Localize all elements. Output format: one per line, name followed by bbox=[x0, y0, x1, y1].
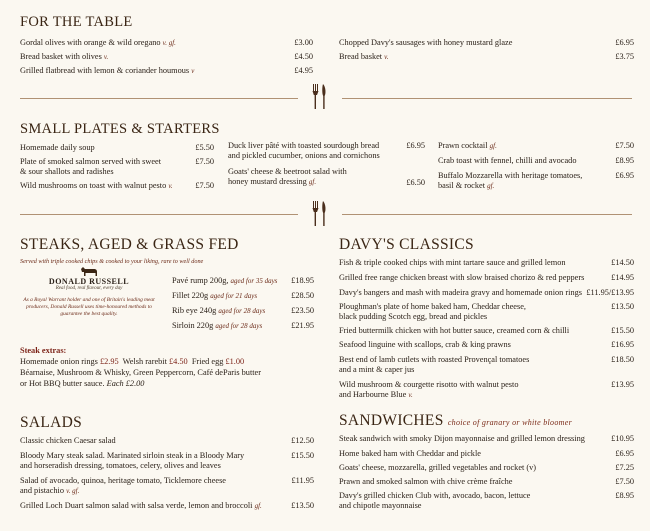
menu-item: Grilled flatbread with lemon & coriander houmous v bbox=[20, 66, 195, 75]
cutlery-icon bbox=[305, 82, 335, 110]
menu-item: Chopped Davy's sausages with honey mustard glaze bbox=[339, 38, 513, 47]
steak-item: Rib eye 240g aged for 28 days bbox=[172, 306, 266, 315]
menu-item: Crab toast with fennel, chilli and avocado bbox=[438, 156, 577, 165]
logo-name: DONALD RUSSELL bbox=[48, 277, 130, 286]
item-price: £6.95 bbox=[406, 141, 425, 150]
item-price: £21.95 bbox=[291, 321, 314, 330]
item-price: £3.75 bbox=[615, 52, 634, 61]
item-price: £13.50 bbox=[611, 302, 634, 311]
menu-item: Classic chicken Caesar salad bbox=[20, 436, 116, 445]
steak-item: Fillet 220g aged for 21 days bbox=[172, 291, 258, 300]
item-price: £6.95 bbox=[615, 171, 634, 180]
menu-item: Bread basket with olives v. bbox=[20, 52, 109, 61]
menu-item: Goats' cheese, mozzarella, grilled vegetables and rocket (v) bbox=[339, 463, 537, 472]
item-price: £28.50 bbox=[291, 291, 314, 300]
steak-extras-line: Béarnaise, Mushroom & Whisky, Green Peppercorn, Café deParis butter bbox=[20, 368, 262, 377]
item-price: £13.50 bbox=[291, 501, 314, 510]
menu-item: Prawn cocktail gf. bbox=[438, 141, 497, 150]
item-price: £4.95 bbox=[294, 66, 313, 75]
item-price: £16.95 bbox=[611, 340, 634, 349]
menu-item: Steak sandwich with smoky Dijon mayonnaise and grilled lemon dressing bbox=[339, 434, 585, 443]
item-price: £11.95/£13.95 bbox=[586, 288, 634, 297]
item-price: £8.95 bbox=[615, 491, 634, 500]
menu-item: Fried buttermilk chicken with hot butter sauce, creamed corn & chilli bbox=[339, 326, 570, 335]
menu-item: Davy's grilled chicken Club with, avocado, bacon, lettuce and chipotle mayonnaise bbox=[339, 491, 531, 511]
section-title-small-plates: SMALL PLATES & STARTERS bbox=[20, 121, 220, 137]
menu-item: Bread basket v. bbox=[339, 52, 389, 61]
item-price: £18.95 bbox=[291, 276, 314, 285]
menu-item: Salad of avocado, quinoa, heritage tomato, Ticklemore cheese and pistachio v. gf. bbox=[20, 476, 226, 496]
menu-item: Grilled Loch Duart salmon salad with salsa verde, lemon and broccoli gf. bbox=[20, 501, 262, 510]
item-price: £3.00 bbox=[294, 38, 313, 47]
menu-item: Goats' cheese & beetroot salad with honey mustard dressing gf. bbox=[228, 167, 347, 187]
menu-item: Duck liver pâté with toasted sourdough bread and pickled cucumber, onions and cornichons bbox=[228, 141, 380, 161]
menu-item: Home baked ham with Cheddar and pickle bbox=[339, 449, 481, 458]
divider-line bbox=[342, 214, 632, 215]
menu-item: Wild mushroom & courgette risotto with walnut pesto and Harbourne Blue v. bbox=[339, 380, 519, 400]
menu-item: Gordal olives with orange & wild oregano v. gf. bbox=[20, 38, 176, 47]
menu-item: Davy's bangers and mash with madeira gravy and homemade onion rings bbox=[339, 288, 582, 297]
cutlery-icon bbox=[305, 199, 335, 227]
logo-note: As a Royal Warrant holder and one of Britain's leading meat producers, Donald Russell uses time-honoured methods to guarantee the best quality. bbox=[23, 297, 155, 317]
section-subtitle: choice of granary or white bloomer bbox=[447, 418, 572, 427]
item-price: £7.25 bbox=[615, 463, 634, 472]
section-subtitle: Served with triple cooked chips & cooked to your liking, rare to well done bbox=[20, 258, 204, 265]
menu-item: Fish & triple cooked chips with mint tartare sauce and grilled lemon bbox=[339, 258, 566, 267]
divider-line bbox=[342, 98, 632, 99]
logo-tagline: Real food, real flavour, every day bbox=[55, 286, 123, 291]
item-price: £14.50 bbox=[611, 258, 634, 267]
item-price: £15.50 bbox=[611, 326, 634, 335]
menu-item: Wild mushrooms on toast with walnut pesto v. bbox=[20, 181, 173, 190]
steak-extras-line: or Hot BBQ butter sauce. Each £2.00 bbox=[20, 379, 145, 388]
divider-line bbox=[20, 214, 298, 215]
item-price: £7.50 bbox=[195, 157, 214, 166]
item-price: £14.95 bbox=[611, 273, 634, 282]
steak-item: Sirloin 220g aged for 28 days bbox=[172, 321, 263, 330]
section-title-sandwiches: SANDWICHES choice of granary or white bloomer bbox=[339, 412, 572, 429]
item-price: £13.95 bbox=[611, 380, 634, 389]
section-title-salads: SALADS bbox=[20, 414, 83, 431]
donald-russell-logo bbox=[20, 266, 158, 318]
section-title-steaks: STEAKS, AGED & GRASS FED bbox=[20, 236, 239, 253]
section-title-for-the-table: FOR THE TABLE bbox=[20, 14, 133, 30]
menu-item: Prawn and smoked salmon with chive crème fraîche bbox=[339, 477, 513, 486]
item-price: £5.50 bbox=[195, 143, 214, 152]
divider-line bbox=[20, 98, 298, 99]
item-price: £15.50 bbox=[291, 451, 314, 460]
item-price: £12.50 bbox=[291, 436, 314, 445]
item-price: £7.50 bbox=[615, 477, 634, 486]
steak-extras-line: Homemade onion rings £2.95 Welsh rarebit £4.50 Fried egg £1.00 bbox=[20, 357, 245, 366]
item-price: £6.95 bbox=[615, 449, 634, 458]
menu-item: Best end of lamb cutlets with roasted Provençal tomatoes and a mint & caper jus bbox=[339, 355, 530, 375]
item-price: £18.50 bbox=[611, 355, 634, 364]
item-price: £8.95 bbox=[615, 156, 634, 165]
steak-item: Pavé rump 200g, aged for 35 days bbox=[172, 276, 278, 285]
menu-item: Plate of smoked salmon served with sweet & sour shallots and radishes bbox=[20, 157, 162, 177]
menu-item: Ploughman's plate of home baked ham, Cheddar cheese, black pudding Scotch egg, bread and pickles bbox=[339, 302, 526, 322]
section-title-classics: DAVY'S CLASSICS bbox=[339, 236, 474, 253]
menu-item: Buffalo Mozzarella with heritage tomatoes, basil & rocket gf. bbox=[438, 171, 583, 191]
steak-extras-title: Steak extras: bbox=[20, 346, 67, 355]
item-price: £6.50 bbox=[406, 178, 425, 187]
menu-item: Homemade daily soup bbox=[20, 143, 95, 152]
item-price: £11.95 bbox=[291, 476, 314, 485]
cow-icon bbox=[79, 266, 99, 277]
menu-item: Bloody Mary steak salad. Marinated sirloin steak in a Bloody Mary and horseradish dressing, tomatoes, celery, olives and leaves bbox=[20, 451, 245, 471]
item-price: £10.95 bbox=[611, 434, 634, 443]
menu-item: Grilled free range chicken breast with slow braised chorizo & red peppers bbox=[339, 273, 585, 282]
item-price: £6.95 bbox=[615, 38, 634, 47]
item-price: £4.50 bbox=[294, 52, 313, 61]
item-price: £7.50 bbox=[195, 181, 214, 190]
item-price: £7.50 bbox=[615, 141, 634, 150]
menu-item: Seafood linguine with scallops, crab & king prawns bbox=[339, 340, 511, 349]
item-price: £23.50 bbox=[291, 306, 314, 315]
